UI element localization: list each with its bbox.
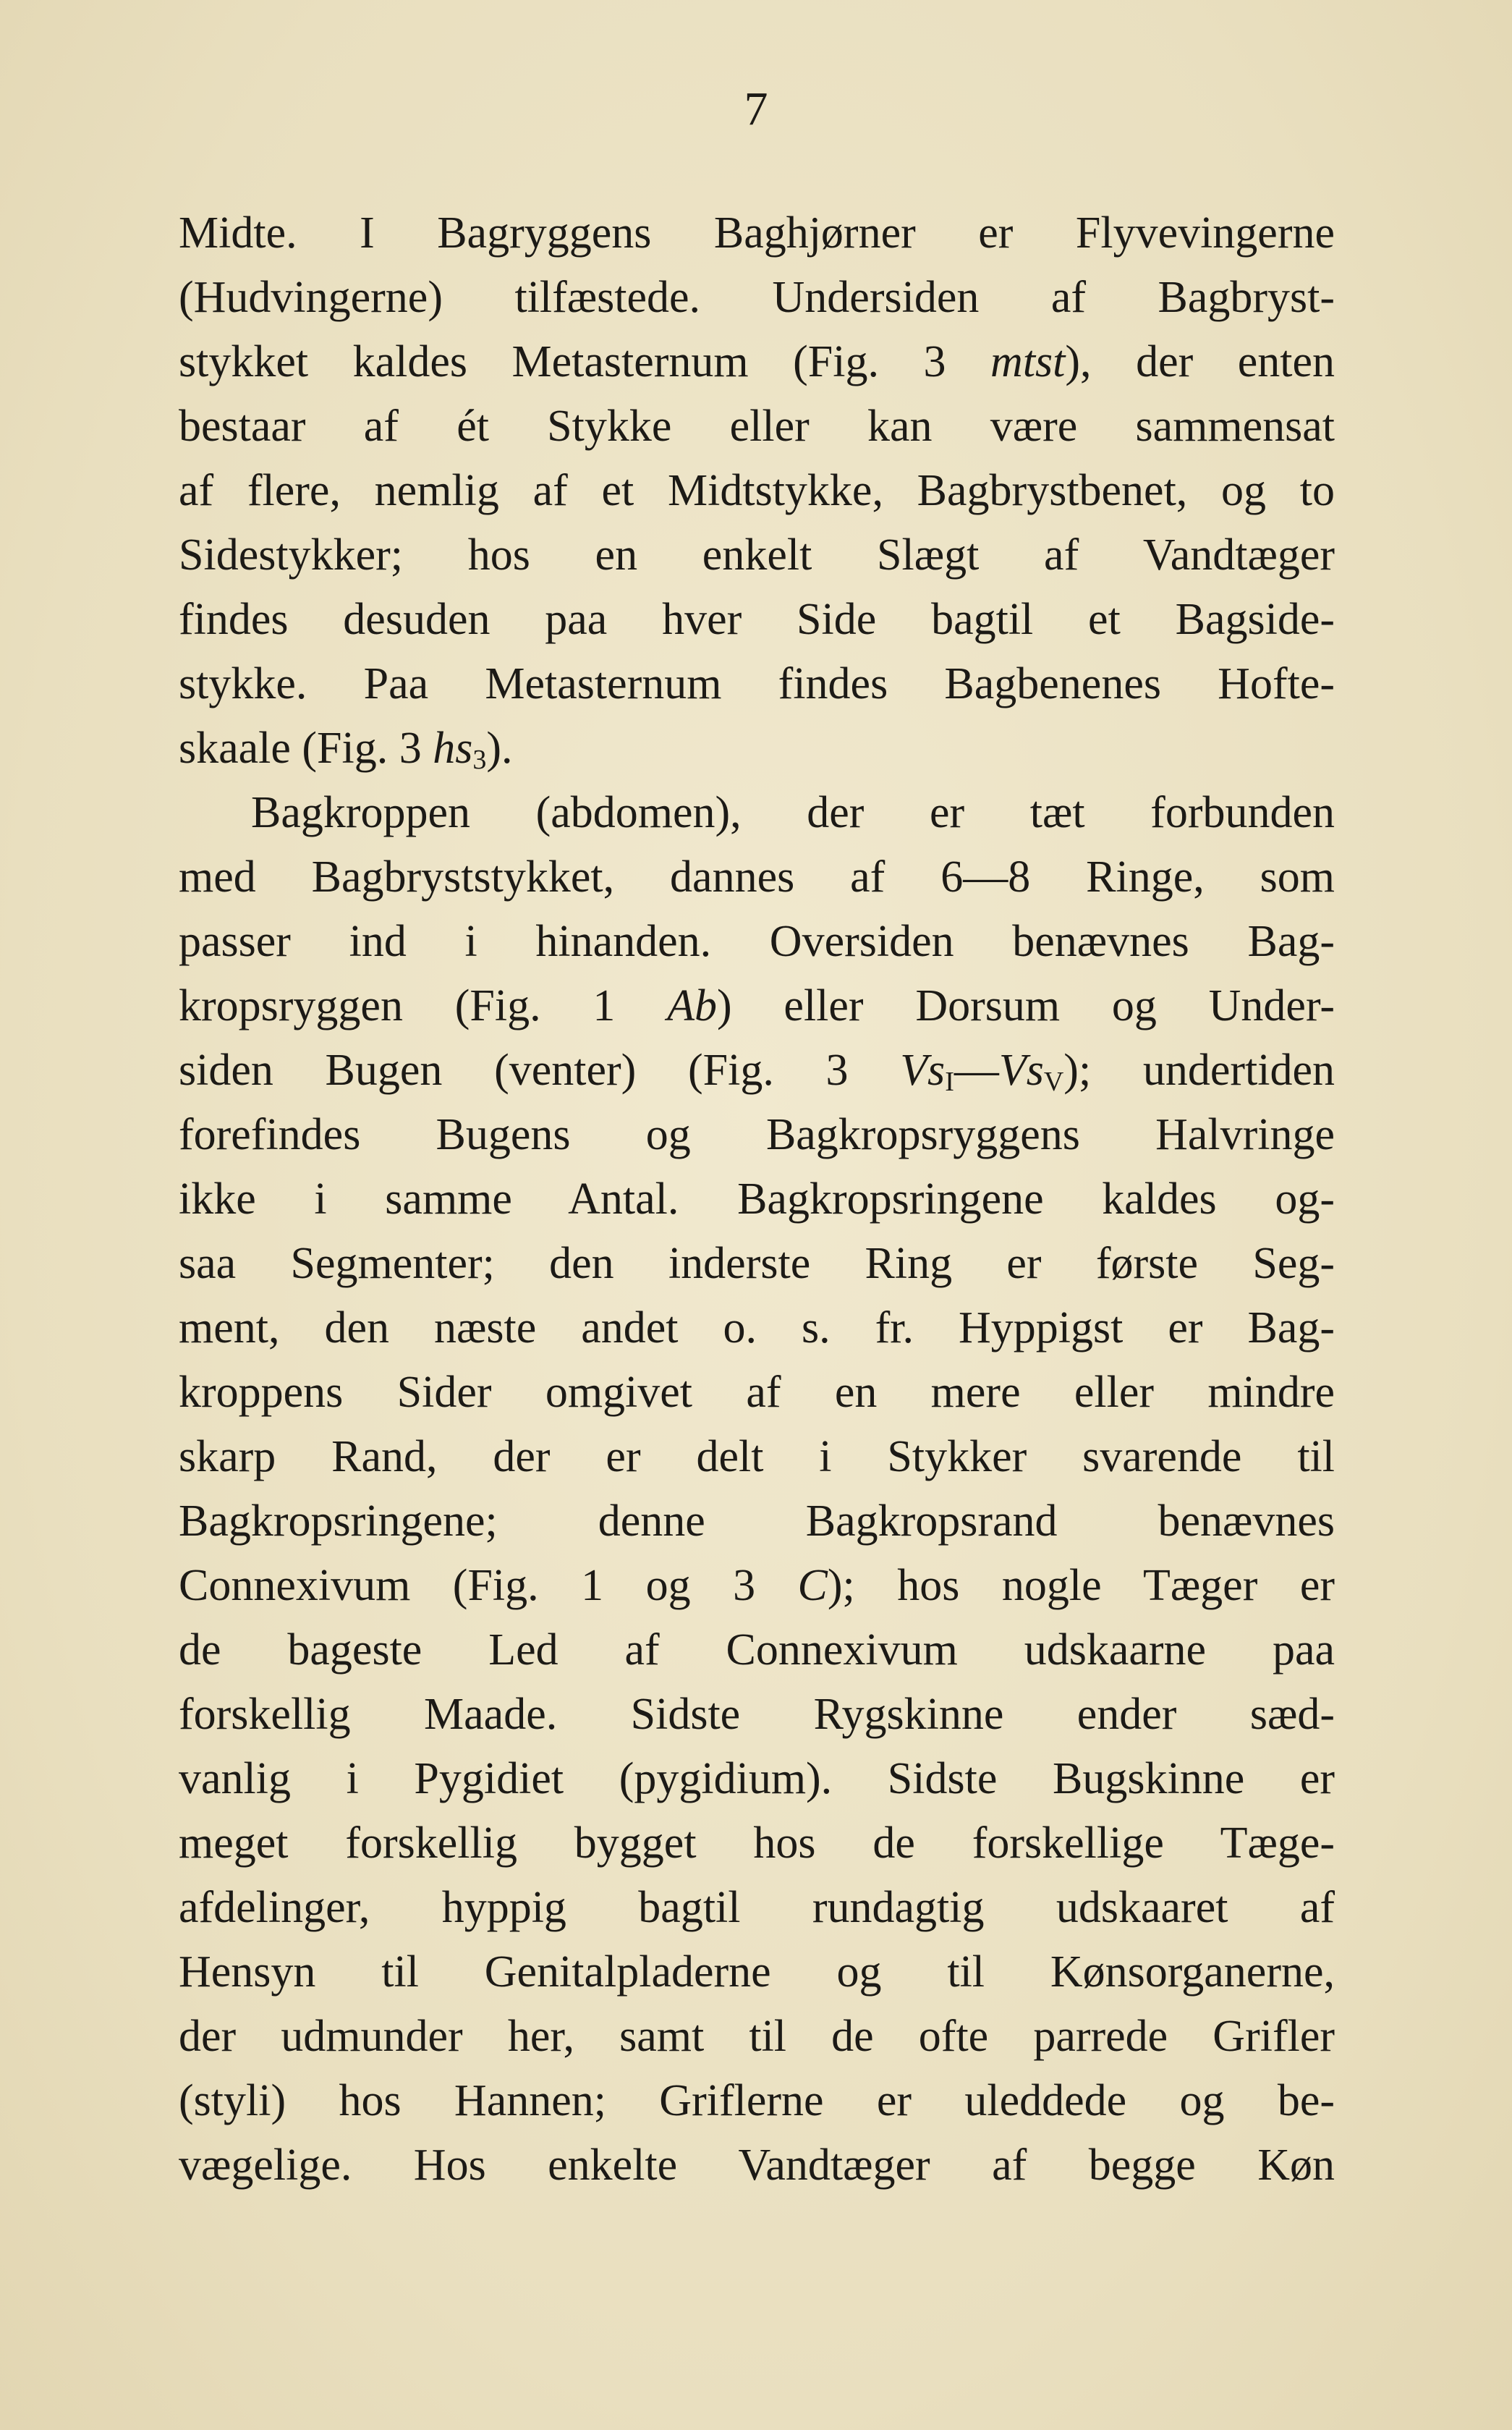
text-line: Midte. I Bagryggens Baghjørner er Flyvevingerne [179,208,1335,258]
text-line: kropsryggen (Fig. 1 Ab) eller Dorsum og Under- [179,981,1335,1030]
text-line: vanlig i Pygidiet (pygidium). Sidste Bugskinne er [179,1754,1335,1803]
text-line: Connexivum (Fig. 1 og 3 C); hos nogle Tæger er [179,1561,1335,1610]
figure-label-mtst: mtst [990,337,1066,386]
figure-label-vs: Vs [998,1046,1044,1095]
text-line: passer ind i hinanden. Oversiden benævnes Bag- [179,917,1335,966]
text-line: stykke. Paa Metasternum findes Bagbenenes Hofte- [179,659,1335,708]
figure-label-ab: Ab [667,981,717,1030]
text-line: Bagkropsringene; denne Bagkropsrand benævnes [179,1496,1335,1546]
text-line: forskellig Maade. Sidste Rygskinne ender sæd- [179,1690,1335,1739]
text-line: Bagkroppen (abdomen), der er tæt forbunden [251,788,1335,837]
text-line: findes desuden paa hver Side bagtil et Bagside- [179,595,1335,644]
figure-label-vs: Vs [900,1046,946,1095]
text-line: bestaar af ét Stykke eller kan være sammensat [179,402,1335,451]
text-line: de bageste Led af Connexivum udskaarne paa [179,1625,1335,1675]
text-line: kroppens Sider omgivet af en mere eller mindre [179,1368,1335,1417]
text-line: Sidestykker; hos en enkelt Slægt af Vandtæger [179,530,1335,580]
figure-label-c: C [797,1561,828,1610]
text-line: forefindes Bugens og Bagkropsryggens Halvringe [179,1110,1335,1159]
text-line: (styli) hos Hannen; Griflerne er uleddede og be- [179,2076,1335,2125]
text-line: saa Segmenter; den inderste Ring er første Seg- [179,1239,1335,1288]
text-line: Hensyn til Genitalpladerne og til Kønsorganerne, [179,1947,1335,1997]
body-text [179,201,1335,2198]
text-line: med Bagbryststykket, dannes af 6—8 Ringe, som [179,852,1335,902]
text-line: ment, den næste andet o. s. fr. Hyppigst er Bag- [179,1303,1335,1352]
text-line: meget forskellig bygget hos de forskellige Tæge- [179,1819,1335,1868]
text-line: afdelinger, hyppig bagtil rundagtig udskaaret af [179,1883,1335,1932]
figure-label-hs: hs [433,724,473,773]
text-line: ikke i samme Antal. Bagkropsringene kaldes og- [179,1174,1335,1224]
text-line: vægelige. Hos enkelte Vandtæger af begge Køn [179,2141,1335,2190]
text-line: stykket kaldes Metasternum (Fig. 3 mtst), der enten [179,337,1335,386]
page-number: 7 [744,82,768,135]
text-line: der udmunder her, samt til de ofte parrede Grifler [179,2012,1335,2061]
text-line: skarp Rand, der er delt i Stykker svarende til [179,1432,1335,1481]
text-line: siden Bugen (venter) (Fig. 3 $Vs_I—Vs_V$); undertiden [179,1046,1335,1097]
text-line: af flere, nemlig af et Midtstykke, Bagbrystbenet, og to [179,466,1335,515]
text-line: skaale (Fig. 3 $hs_3$). [179,724,513,775]
text-line: (Hudvingerne) tilfæstede. Undersiden af Bagbryst- [179,273,1335,322]
